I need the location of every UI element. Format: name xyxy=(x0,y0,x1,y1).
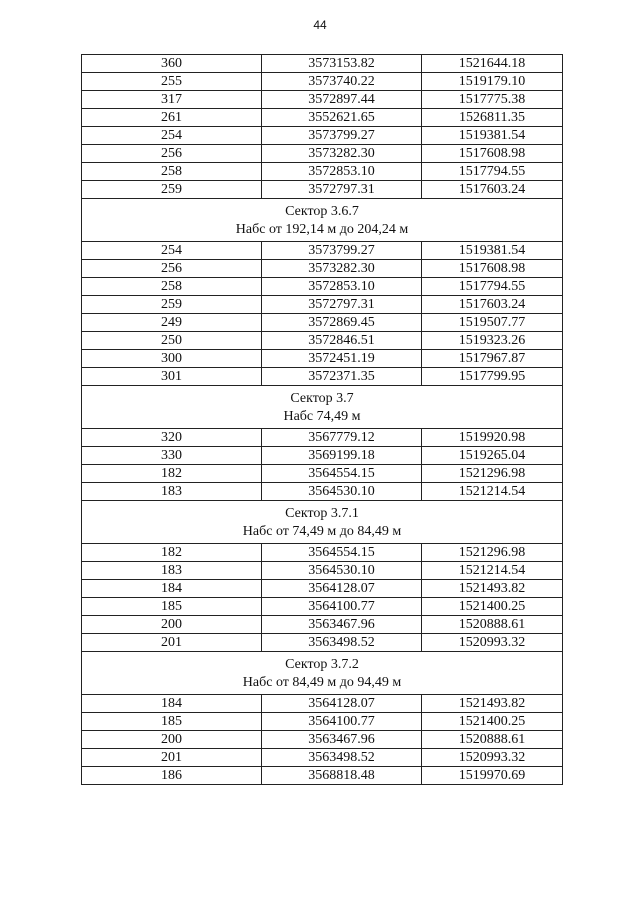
point-number-cell: 254 xyxy=(82,242,262,260)
x-coordinate-cell: 3552621.65 xyxy=(262,109,422,127)
sector-height-range: Набс от 74,49 м до 84,49 м xyxy=(242,524,402,539)
point-number-cell: 258 xyxy=(82,278,262,296)
table-row xyxy=(82,260,563,278)
point-number-cell: 261 xyxy=(82,109,262,127)
table-row xyxy=(82,465,563,483)
table-row xyxy=(82,368,563,386)
table-row xyxy=(82,429,563,447)
y-coordinate-cell: 1517799.95 xyxy=(422,368,563,386)
table-row xyxy=(82,350,563,368)
y-coordinate-cell: 1521644.18 xyxy=(422,55,563,73)
sector-header xyxy=(82,652,563,695)
x-coordinate-cell: 3563467.96 xyxy=(262,731,422,749)
y-coordinate-cell: 1519265.04 xyxy=(422,447,563,465)
y-coordinate-cell: 1519381.54 xyxy=(422,127,563,145)
x-coordinate-cell: 3573282.30 xyxy=(262,145,422,163)
x-coordinate-cell: 3564128.07 xyxy=(262,580,422,598)
point-number-cell: 182 xyxy=(82,465,262,483)
y-coordinate-cell: 1521400.25 xyxy=(422,713,563,731)
point-number-cell: 201 xyxy=(82,749,262,767)
point-number-cell: 255 xyxy=(82,73,262,91)
table-row xyxy=(82,242,563,260)
sector-title: Сектор 3.7.1 xyxy=(285,506,359,521)
y-coordinate-cell: 1517608.98 xyxy=(422,260,563,278)
point-number-cell: 183 xyxy=(82,562,262,580)
table-row xyxy=(82,109,563,127)
table-row xyxy=(82,296,563,314)
point-number-cell: 254 xyxy=(82,127,262,145)
y-coordinate-cell: 1517603.24 xyxy=(422,296,563,314)
x-coordinate-cell: 3569199.18 xyxy=(262,447,422,465)
y-coordinate-cell: 1517775.38 xyxy=(422,91,563,109)
y-coordinate-cell: 1521400.25 xyxy=(422,598,563,616)
table-row xyxy=(82,598,563,616)
point-number-cell: 256 xyxy=(82,145,262,163)
table-row xyxy=(82,55,563,73)
point-number-cell: 258 xyxy=(82,163,262,181)
x-coordinate-cell: 3568818.48 xyxy=(262,767,422,785)
x-coordinate-cell: 3573282.30 xyxy=(262,260,422,278)
y-coordinate-cell: 1519920.98 xyxy=(422,429,563,447)
table-row xyxy=(82,278,563,296)
x-coordinate-cell: 3573799.27 xyxy=(262,242,422,260)
sector-header-row xyxy=(82,199,563,242)
point-number-cell: 259 xyxy=(82,181,262,199)
point-number-cell: 200 xyxy=(82,616,262,634)
y-coordinate-cell: 1521493.82 xyxy=(422,695,563,713)
x-coordinate-cell: 3572897.44 xyxy=(262,91,422,109)
y-coordinate-cell: 1517794.55 xyxy=(422,278,563,296)
x-coordinate-cell: 3572451.19 xyxy=(262,350,422,368)
table-row xyxy=(82,483,563,501)
sector-header xyxy=(82,501,563,544)
table-row xyxy=(82,562,563,580)
x-coordinate-cell: 3564100.77 xyxy=(262,713,422,731)
coordinates-table xyxy=(81,54,563,785)
sector-height-range: Набс от 192,14 м до 204,24 м xyxy=(235,222,409,237)
sector-title: Сектор 3.7.2 xyxy=(285,657,359,672)
y-coordinate-cell: 1519323.26 xyxy=(422,332,563,350)
x-coordinate-cell: 3572869.45 xyxy=(262,314,422,332)
table-row xyxy=(82,181,563,199)
point-number-cell: 317 xyxy=(82,91,262,109)
table-row xyxy=(82,332,563,350)
y-coordinate-cell: 1519507.77 xyxy=(422,314,563,332)
table-row xyxy=(82,314,563,332)
point-number-cell: 185 xyxy=(82,713,262,731)
sector-header xyxy=(82,199,563,242)
x-coordinate-cell: 3572853.10 xyxy=(262,163,422,181)
table-row xyxy=(82,73,563,91)
point-number-cell: 256 xyxy=(82,260,262,278)
x-coordinate-cell: 3563498.52 xyxy=(262,634,422,652)
point-number-cell: 184 xyxy=(82,695,262,713)
x-coordinate-cell: 3567779.12 xyxy=(262,429,422,447)
y-coordinate-cell: 1517608.98 xyxy=(422,145,563,163)
table-row xyxy=(82,695,563,713)
point-number-cell: 200 xyxy=(82,731,262,749)
x-coordinate-cell: 3564530.10 xyxy=(262,483,422,501)
x-coordinate-cell: 3563467.96 xyxy=(262,616,422,634)
table-row xyxy=(82,749,563,767)
y-coordinate-cell: 1519381.54 xyxy=(422,242,563,260)
table-row xyxy=(82,127,563,145)
y-coordinate-cell: 1517967.87 xyxy=(422,350,563,368)
point-number-cell: 184 xyxy=(82,580,262,598)
sector-header-row xyxy=(82,386,563,429)
sector-title: Сектор 3.7 xyxy=(290,391,354,406)
x-coordinate-cell: 3564128.07 xyxy=(262,695,422,713)
y-coordinate-cell: 1520888.61 xyxy=(422,616,563,634)
table-row xyxy=(82,731,563,749)
sector-header-row xyxy=(82,501,563,544)
point-number-cell: 250 xyxy=(82,332,262,350)
point-number-cell: 301 xyxy=(82,368,262,386)
table-row xyxy=(82,634,563,652)
sector-height-range: Набс от 84,49 м до 94,49 м xyxy=(242,675,402,690)
y-coordinate-cell: 1521296.98 xyxy=(422,544,563,562)
x-coordinate-cell: 3572797.31 xyxy=(262,296,422,314)
table-row xyxy=(82,544,563,562)
x-coordinate-cell: 3572797.31 xyxy=(262,181,422,199)
point-number-cell: 259 xyxy=(82,296,262,314)
table-row xyxy=(82,91,563,109)
table-row xyxy=(82,447,563,465)
table-row xyxy=(82,713,563,731)
sector-title: Сектор 3.6.7 xyxy=(285,204,359,219)
y-coordinate-cell: 1517794.55 xyxy=(422,163,563,181)
table-row xyxy=(82,616,563,634)
y-coordinate-cell: 1520888.61 xyxy=(422,731,563,749)
x-coordinate-cell: 3563498.52 xyxy=(262,749,422,767)
point-number-cell: 182 xyxy=(82,544,262,562)
x-coordinate-cell: 3564554.15 xyxy=(262,544,422,562)
x-coordinate-cell: 3572846.51 xyxy=(262,332,422,350)
page-number: 44 xyxy=(313,18,327,32)
y-coordinate-cell: 1521214.54 xyxy=(422,562,563,580)
sector-height-range: Набс 74,49 м xyxy=(283,409,361,424)
table-row xyxy=(82,767,563,785)
point-number-cell: 185 xyxy=(82,598,262,616)
y-coordinate-cell: 1521493.82 xyxy=(422,580,563,598)
table-row xyxy=(82,163,563,181)
y-coordinate-cell: 1520993.32 xyxy=(422,749,563,767)
x-coordinate-cell: 3564554.15 xyxy=(262,465,422,483)
point-number-cell: 360 xyxy=(82,55,262,73)
x-coordinate-cell: 3572853.10 xyxy=(262,278,422,296)
x-coordinate-cell: 3573740.22 xyxy=(262,73,422,91)
x-coordinate-cell: 3564530.10 xyxy=(262,562,422,580)
x-coordinate-cell: 3564100.77 xyxy=(262,598,422,616)
y-coordinate-cell: 1521214.54 xyxy=(422,483,563,501)
point-number-cell: 320 xyxy=(82,429,262,447)
x-coordinate-cell: 3573799.27 xyxy=(262,127,422,145)
y-coordinate-cell: 1519970.69 xyxy=(422,767,563,785)
y-coordinate-cell: 1520993.32 xyxy=(422,634,563,652)
x-coordinate-cell: 3573153.82 xyxy=(262,55,422,73)
x-coordinate-cell: 3572371.35 xyxy=(262,368,422,386)
sector-header-row xyxy=(82,652,563,695)
point-number-cell: 300 xyxy=(82,350,262,368)
point-number-cell: 183 xyxy=(82,483,262,501)
table-row xyxy=(82,580,563,598)
point-number-cell: 201 xyxy=(82,634,262,652)
y-coordinate-cell: 1519179.10 xyxy=(422,73,563,91)
point-number-cell: 330 xyxy=(82,447,262,465)
point-number-cell: 186 xyxy=(82,767,262,785)
coordinates-table-body xyxy=(82,55,563,785)
y-coordinate-cell: 1521296.98 xyxy=(422,465,563,483)
table-row xyxy=(82,145,563,163)
y-coordinate-cell: 1526811.35 xyxy=(422,109,563,127)
point-number-cell: 249 xyxy=(82,314,262,332)
sector-header xyxy=(82,386,563,429)
y-coordinate-cell: 1517603.24 xyxy=(422,181,563,199)
